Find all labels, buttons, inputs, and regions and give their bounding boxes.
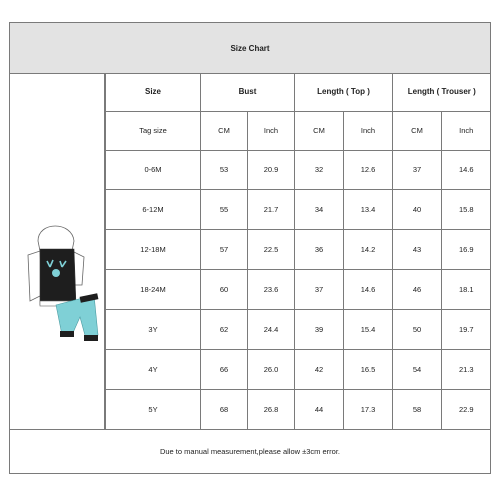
table-cell: 40 [393, 189, 442, 229]
table-cell: 3Y [106, 309, 201, 349]
product-image-cell [10, 73, 105, 429]
table-cell: 22.9 [442, 389, 491, 429]
table-cell: 21.7 [248, 189, 295, 229]
table-cell: 12.6 [344, 150, 393, 189]
table-cell: 14.6 [344, 269, 393, 309]
table-cell: 39 [295, 309, 344, 349]
table-cell: 17.3 [344, 389, 393, 429]
table-row [106, 269, 491, 309]
table-cell: 32 [295, 150, 344, 189]
table-cell: 6-12M [106, 189, 201, 229]
table-cell: 58 [393, 389, 442, 429]
table-cell: 20.9 [248, 150, 295, 189]
table-cell: 42 [295, 349, 344, 389]
table-cell: 57 [201, 229, 248, 269]
table-cell: 62 [201, 309, 248, 349]
table-cell: 14.2 [344, 229, 393, 269]
header-size: Size [106, 73, 201, 111]
size-chart [9, 22, 491, 474]
table-cell: 15.4 [344, 309, 393, 349]
table-cell: 66 [201, 349, 248, 389]
table-cell: 19.7 [442, 309, 491, 349]
table-cell: Tag size [106, 111, 201, 150]
table-cell: Inch [442, 111, 491, 150]
table-cell: 43 [393, 229, 442, 269]
table-cell: 46 [393, 269, 442, 309]
header-length-trouser: Length ( Trouser ) [393, 73, 491, 111]
table-cell: 14.6 [442, 150, 491, 189]
table-cell: 34 [295, 189, 344, 229]
table-cell: 16.9 [442, 229, 491, 269]
table-row [106, 349, 491, 389]
table-cell: 23.6 [248, 269, 295, 309]
table-cell: 26.0 [248, 349, 295, 389]
table-cell: 12-18M [106, 229, 201, 269]
measurement-note: Due to manual measurement,please allow ±3cm error. [10, 429, 490, 473]
table-cell: 4Y [106, 349, 201, 389]
table-row [106, 309, 491, 349]
table-cell: Inch [344, 111, 393, 150]
units-row [106, 111, 491, 150]
table-cell: 22.5 [248, 229, 295, 269]
table-cell: CM [201, 111, 248, 150]
table-cell: 26.8 [248, 389, 295, 429]
table-cell: 16.5 [344, 349, 393, 389]
table-row [106, 229, 491, 269]
baby-outfit-image [10, 73, 105, 429]
table-row [106, 189, 491, 229]
table-header-row [106, 73, 491, 111]
hoodie-body [40, 249, 76, 305]
table-cell: 0-6M [106, 150, 201, 189]
hood-shape [38, 226, 74, 251]
table-cell: 18-24M [106, 269, 201, 309]
table-cell: 53 [201, 150, 248, 189]
table-row [106, 150, 491, 189]
table-cell: 68 [201, 389, 248, 429]
table-cell: 37 [295, 269, 344, 309]
table-cell: 24.4 [248, 309, 295, 349]
table-cell: 5Y [106, 389, 201, 429]
table-cell: 13.4 [344, 189, 393, 229]
table-cell: CM [295, 111, 344, 150]
table-cell: 44 [295, 389, 344, 429]
table-row [106, 389, 491, 429]
size-table [105, 73, 491, 430]
table-cell: Inch [248, 111, 295, 150]
header-bust: Bust [201, 73, 295, 111]
table-cell: 15.8 [442, 189, 491, 229]
table-cell: 50 [393, 309, 442, 349]
header-length-top: Length ( Top ) [295, 73, 393, 111]
size-chart-title: Size Chart [10, 23, 490, 74]
table-cell: 18.1 [442, 269, 491, 309]
table-cell: 21.3 [442, 349, 491, 389]
table-cell: 37 [393, 150, 442, 189]
table-cell: CM [393, 111, 442, 150]
table-cell: 36 [295, 229, 344, 269]
table-cell: 60 [201, 269, 248, 309]
table-cell: 54 [393, 349, 442, 389]
table-cell: 55 [201, 189, 248, 229]
